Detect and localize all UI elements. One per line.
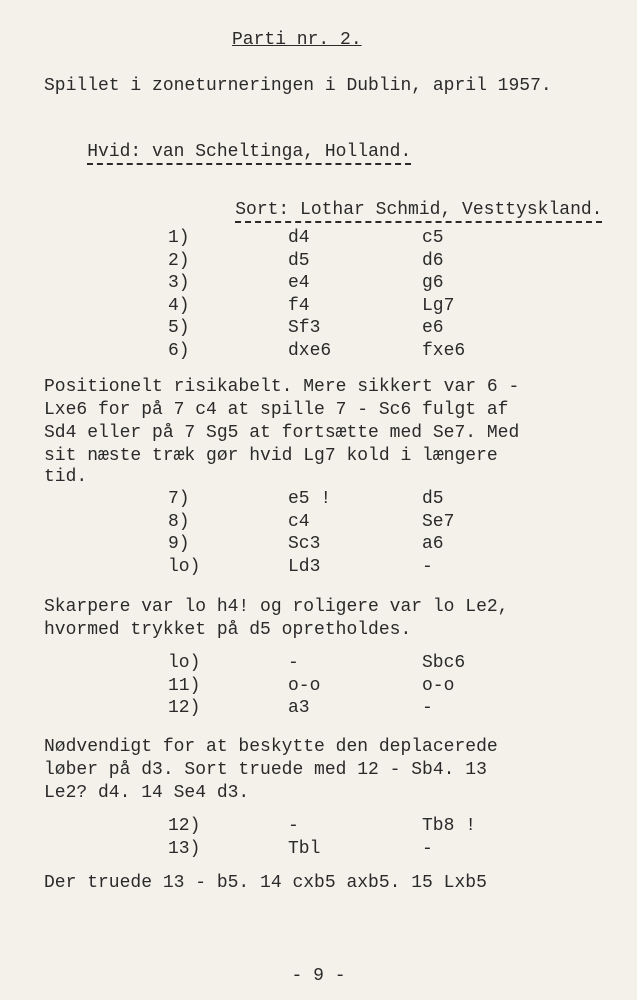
move-number: 12) (168, 816, 201, 836)
move-row (0, 318, 637, 341)
white-move: d4 (288, 228, 310, 248)
move-number: 8) (168, 511, 190, 532)
white-move: c4 (288, 511, 310, 532)
white-move: Sf3 (288, 318, 321, 338)
comment-line: tid. (44, 467, 88, 487)
move-number: 9) (168, 534, 190, 554)
white-move: Sc3 (288, 534, 321, 554)
white-move: Tbl (288, 838, 321, 859)
page-number: - 9 - (291, 966, 346, 986)
move-number: lo) (168, 556, 201, 577)
white-move: - (288, 653, 299, 673)
move-number: 12) (168, 698, 201, 718)
comment-line: sit næste træk gør hvid Lg7 kold i længere (44, 446, 498, 466)
move-number: lo) (168, 653, 201, 673)
comment-line: Positionelt risikabelt. Mere sikkert var 6 - (44, 377, 520, 397)
move-row (0, 534, 637, 557)
move-row (0, 653, 637, 676)
black-move: d5 (422, 489, 444, 509)
comment-line: Skarpere var lo h4! og roligere var lo Le2, (44, 597, 509, 617)
venue-line: Spillet i zoneturneringen i Dublin, april 1957. (44, 76, 552, 96)
white-move: a3 (288, 698, 310, 718)
white-player-text: Hvid: van Scheltinga, Holland. (87, 142, 411, 165)
black-move: - (422, 556, 433, 577)
black-move: d6 (422, 250, 444, 271)
white-player (44, 122, 411, 182)
black-move: e6 (422, 318, 444, 338)
move-row (0, 273, 637, 296)
white-move: Ld3 (288, 556, 321, 577)
black-move: - (422, 838, 433, 859)
move-row (0, 839, 637, 862)
black-move: Se7 (422, 511, 455, 532)
move-number: 6) (168, 340, 190, 361)
comment-line: Nødvendigt for at beskytte den deplacerede (44, 737, 498, 757)
white-move: e5 ! (288, 489, 332, 509)
comment-line: løber på d3. Sort truede med 12 - Sb4. 13 (44, 760, 487, 780)
move-row (0, 341, 637, 364)
comment-line: Lxe6 for på 7 c4 at spille 7 - Sc6 fulgt af (44, 400, 509, 420)
move-number: 1) (168, 228, 190, 248)
move-row (0, 489, 637, 512)
move-row (0, 251, 637, 274)
move-number: 7) (168, 489, 190, 509)
black-move: Tb8 ! (422, 816, 477, 836)
comment-line: Der truede 13 - b5. 14 cxb5 axb5. 15 Lxb5 (44, 873, 487, 893)
moves-block-1 (0, 228, 637, 363)
move-number: 5) (168, 318, 190, 338)
black-move: Lg7 (422, 295, 455, 316)
white-move: e4 (288, 273, 310, 293)
move-number: 2) (168, 250, 190, 271)
moves-block-4 (0, 816, 637, 861)
move-row (0, 296, 637, 319)
move-number: 3) (168, 273, 190, 293)
black-move: o-o (422, 675, 455, 696)
black-move: g6 (422, 273, 444, 293)
move-row (0, 228, 637, 251)
black-move: c5 (422, 228, 444, 248)
move-row (0, 698, 637, 721)
move-number: 11) (168, 675, 201, 696)
black-move: fxe6 (422, 340, 466, 361)
black-move: - (422, 698, 433, 718)
white-move: d5 (288, 250, 310, 271)
move-row (0, 512, 637, 535)
white-move: f4 (288, 295, 310, 316)
comment-line: Le2? d4. 14 Se4 d3. (44, 783, 250, 803)
white-move: - (288, 816, 299, 836)
moves-block-3 (0, 653, 637, 721)
white-move: dxe6 (288, 340, 332, 361)
comment-line: hvormed trykket på d5 opretholdes. (44, 620, 412, 640)
move-row (0, 557, 637, 580)
comment-line: Sd4 eller på 7 Sg5 at fortsætte med Se7. Med (44, 423, 520, 443)
move-row (0, 676, 637, 699)
move-number: 13) (168, 838, 201, 859)
white-move: o-o (288, 675, 321, 696)
black-move: Sbc6 (422, 653, 466, 673)
move-number: 4) (168, 295, 190, 316)
moves-block-2 (0, 489, 637, 579)
black-player-text: Sort: Lothar Schmid, Vesttyskland. (235, 200, 602, 223)
black-move: a6 (422, 534, 444, 554)
game-title: Parti nr. 2. (232, 30, 362, 50)
move-row (0, 816, 637, 839)
